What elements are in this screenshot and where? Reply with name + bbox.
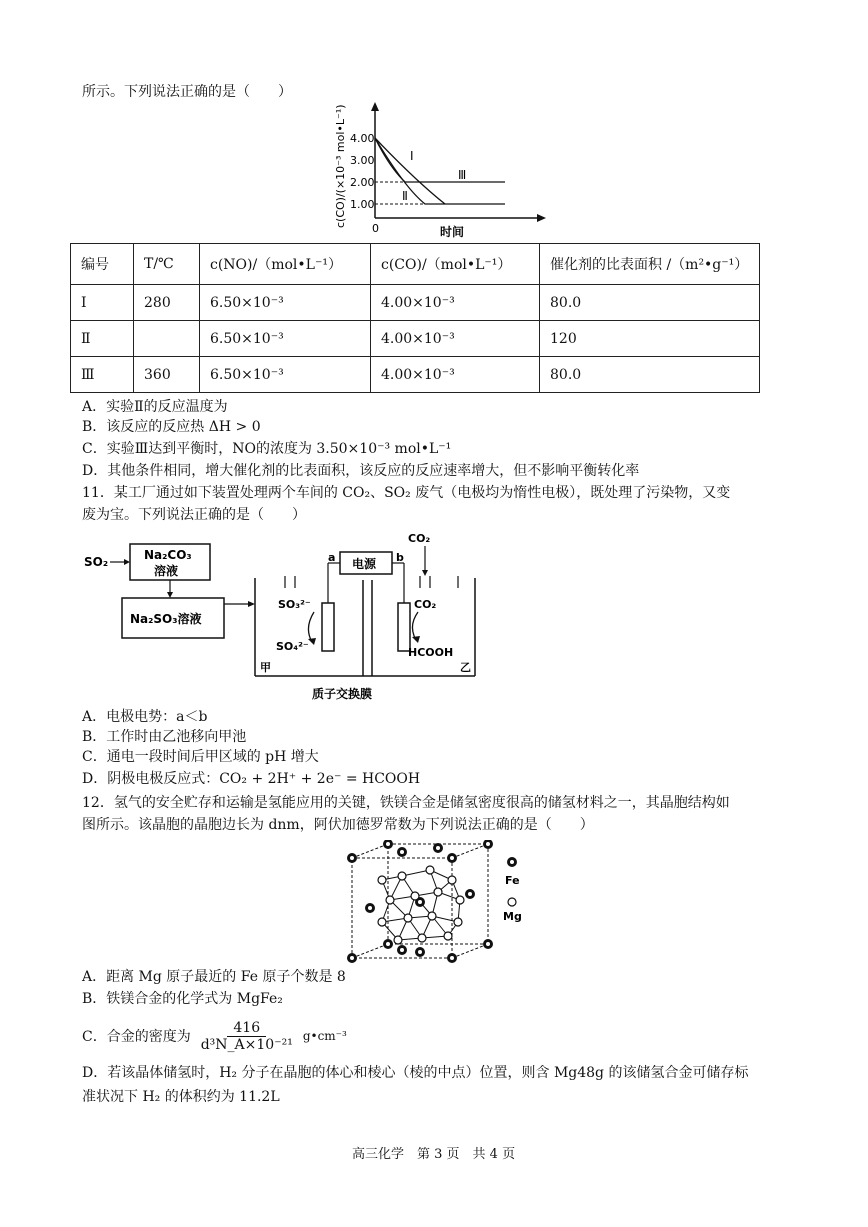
fe-atom-highlight [418,950,422,954]
q10-option-b: B．该反应的反应热 ΔH > 0 [82,419,261,435]
header-no: c(NO)/（mol•L⁻¹） [200,244,371,285]
x-axis-label: 时间 [440,225,465,239]
q11-stem-line2: 废为宝。下列说法正确的是（ ） [82,507,306,523]
y-axis-arrow [371,102,379,111]
curve-3 [375,138,505,182]
curve-label-1: Ⅰ [410,149,414,163]
q12-option-c-prefix: C．合金的密度为 [82,1029,191,1045]
cell: 80.0 [540,285,760,321]
q11-option-b: B．工作时由乙池移向甲池 [82,729,247,745]
mg-atom [454,918,462,926]
q12-option-d-line2: 准状况下 H₂ 的体积约为 11.2L [82,1089,280,1105]
electrode-a-label: a [328,551,336,564]
y-tick-4: 1.00 [350,198,375,211]
q12-option-c [82,1014,347,1058]
so4-ion-label: SO₄²⁻ [276,640,309,653]
electrolysis-diagram [80,528,500,708]
q12-option-d-line1: D．若该晶体储氢时，H₂ 分子在晶胞的体心和棱心（棱的中点）位置，则含 Mg48g 的该储氢合金可储存标 [82,1065,749,1081]
fe-atom-highlight [418,900,422,904]
power-source-label: 电源 [352,557,377,571]
fraction-denominator: d³N_A×10⁻²¹ [200,1036,293,1053]
cell [134,321,200,357]
cell: Ⅱ [71,321,134,357]
header-co: c(CO)/（mol•L⁻¹） [371,244,540,285]
table-header-row [71,244,760,285]
y-tick-1: 4.00 [350,132,375,145]
fe-atom-highlight [450,956,454,960]
q12-option-a: A．距离 Mg 原子最近的 Fe 原子个数是 8 [82,969,346,985]
experiment-table [70,243,760,393]
cell: 6.50×10⁻³ [200,357,371,393]
fe-atom-highlight [386,842,390,846]
mg-atom [444,932,452,940]
cathode-reaction-arrow [412,612,418,640]
q12-stem-line2: 图所示。该晶胞的晶胞边长为 dnm，阿伏加德罗常数为下列说法正确的是（ ） [82,817,594,833]
cell: 4.00×10⁻³ [371,321,540,357]
cell: 360 [134,357,200,393]
q12-stem-line1: 12．氢气的安全贮存和运输是氢能应用的关键，铁镁合金是储氢密度很高的储氢材料之一，其晶胞结构如 [82,795,730,811]
q12-option-b: B．铁镁合金的化学式为 MgFe₂ [82,991,283,1007]
header-id: 编号 [71,244,134,285]
mg-atom [398,872,406,880]
q10-option-c: C．实验Ⅲ达到平衡时，NO的浓度为 3.50×10⁻³ mol•L⁻¹ [82,441,452,457]
anode [322,603,334,651]
cathode [398,603,410,651]
origin-label: 0 [372,222,379,235]
fe-atom-highlight [350,956,354,960]
mg-atom [404,914,412,922]
curve-label-2: Ⅱ [402,189,408,203]
so2-label: SO₂ [84,555,109,569]
header-temp: T/℃ [134,244,200,285]
cell: Ⅰ [71,285,134,321]
fe-atom-highlight [486,942,490,946]
mg-atom [378,918,386,926]
curve-1 [375,138,445,204]
cell: 80.0 [540,357,760,393]
y-tick-3: 2.00 [350,176,375,189]
table-row [71,357,760,393]
graph-y-label: c(CO)/(×10⁻³ mol•L⁻¹) [334,104,347,228]
density-fraction [195,1020,299,1053]
na2so3-label: Na₂SO₃溶液 [130,612,202,626]
cell: 6.50×10⁻³ [200,321,371,357]
page-footer: 高三化学 第 3 页 共 4 页 [352,1147,516,1162]
density-unit: g•cm⁻³ [302,1029,347,1043]
co2-reactant-label: CO₂ [414,598,437,611]
fe-atom-highlight [450,856,454,860]
y-tick-2: 3.00 [350,154,375,167]
hcooh-product-label: HCOOH [408,646,454,659]
fe-atom-highlight [400,948,404,952]
co2-inlet-label: CO₂ [408,532,431,545]
concentration-time-graph [330,100,550,240]
mg-atom [448,876,456,884]
q11-option-c: C．通电一段时间后甲区域的 pH 增大 [82,749,319,765]
fe-atom-highlight [400,850,404,854]
cell: Ⅲ [71,357,134,393]
cell: 120 [540,321,760,357]
mg-legend-label: Mg [503,910,522,923]
q10-option-a: A．实验Ⅱ的反应温度为 [82,399,228,415]
q11-option-a: A．电极电势：a＜b [82,709,208,725]
q10-option-d: D．其他条件相同，增大催化剂的比表面积，该反应的反应速率增大，但不影响平衡转化率 [82,463,640,479]
q11-option-d: D．阴极电极反应式：CO₂ + 2H⁺ + 2e⁻ = HCOOH [82,771,421,787]
anode-reaction-arrow [308,612,314,642]
electrode-b-label: b [396,551,404,564]
header-surface: 催化剂的比表面积 /（m²•g⁻¹） [540,244,760,285]
cell: 6.50×10⁻³ [200,285,371,321]
fe-atom-highlight [386,942,390,946]
mg-atom [426,866,434,874]
na2co3-solution-label: 溶液 [154,564,179,578]
fe-atom-highlight [350,856,354,860]
curve-label-3: Ⅲ [458,168,467,182]
na2co3-label: Na₂CO₃ [144,548,192,562]
crystal-cell-diagram [340,840,540,965]
intro-line: 所示。下列说法正确的是（ ） [82,84,292,100]
mg-atom [428,912,436,920]
table-row [71,321,760,357]
mg-atom [386,896,394,904]
mg-legend-icon [508,898,516,906]
fe-atom-highlight [468,892,472,896]
table-row [71,285,760,321]
fe-atom-highlight [368,906,372,910]
fe-atom-highlight [436,846,440,850]
so3-ion-label: SO₃²⁻ [278,598,311,611]
fe-legend-label: Fe [505,874,520,887]
cell: 4.00×10⁻³ [371,285,540,321]
cell: 280 [134,285,200,321]
mg-atom [411,892,419,900]
mg-atom [378,876,386,884]
membrane-label: 质子交换膜 [312,687,373,701]
mg-atom [394,936,402,944]
mg-atom [418,934,426,942]
cell: 4.00×10⁻³ [371,357,540,393]
fraction-numerator: 416 [227,1020,266,1037]
chamber-yi-label: 乙 [460,661,471,674]
mg-atom [434,888,442,896]
mg-atom [456,896,464,904]
q11-stem-line1: 11．某工厂通过如下装置处理两个车间的 CO₂、SO₂ 废气（电极均为惰性电极），既处理了污染物，又变 [82,485,731,501]
x-axis-arrow [537,214,546,222]
chamber-jia-label: 甲 [260,661,271,674]
fe-atom-highlight [486,842,490,846]
